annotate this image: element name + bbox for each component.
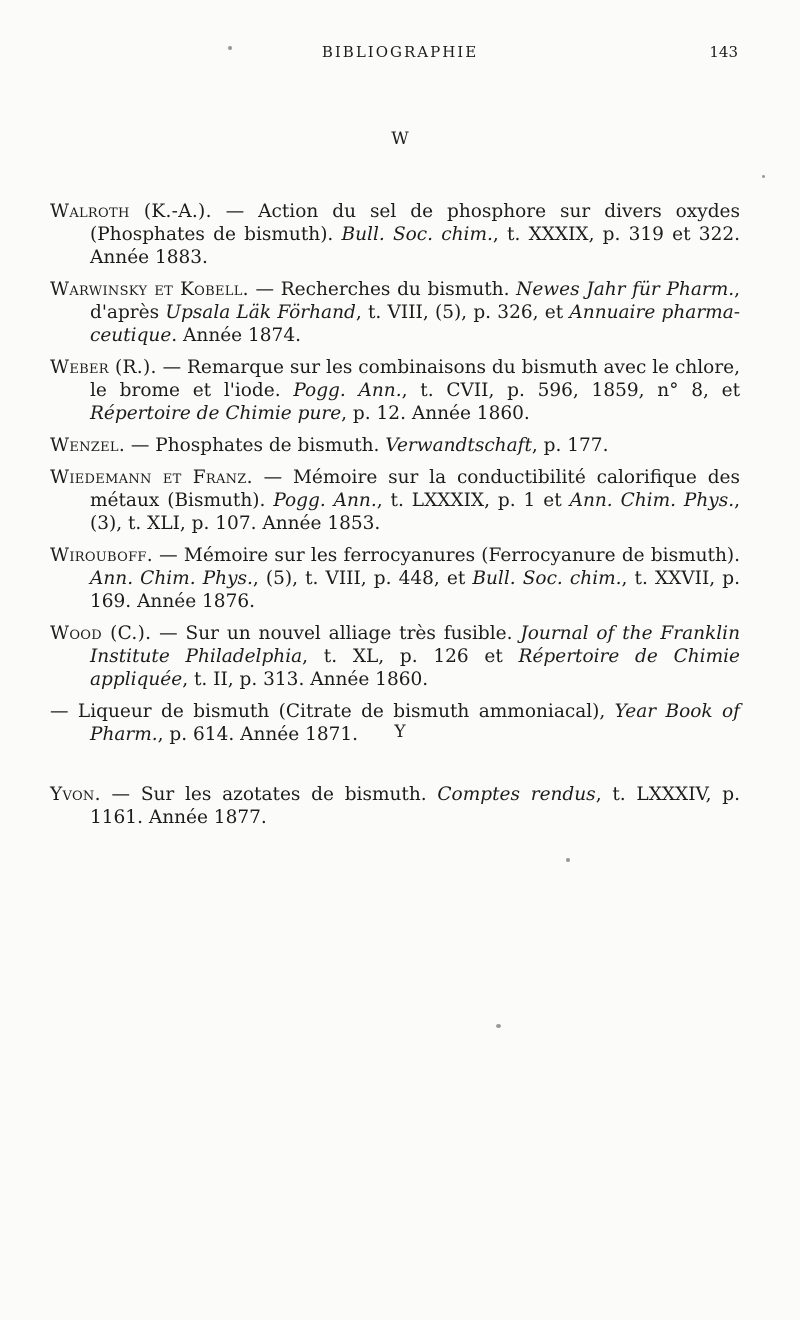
paper-speck	[762, 175, 765, 178]
entry-separator: —	[50, 701, 78, 722]
entry-journal: Annuaire pharmaceutique	[90, 302, 740, 346]
bibliography-entry	[50, 356, 740, 425]
entry-details: , d'après	[90, 279, 741, 323]
entry-journal: Bull. Soc. chim.	[472, 568, 622, 589]
bibliography-entry	[50, 622, 740, 691]
running-title: BIBLIOGRAPHIE	[321, 43, 479, 61]
entry-journal: Year Book of Pharm.	[90, 701, 740, 745]
entry-journal: Comptes rendus	[437, 784, 596, 805]
entry-separator: —	[156, 357, 187, 378]
bibliography-entry	[50, 783, 740, 829]
entry-separator: —	[125, 435, 156, 456]
entry-separator: —	[151, 623, 186, 644]
section-heading-y: Y	[394, 722, 406, 742]
entry-details: , t. CVII, p. 596, 1859, n° 8, et	[401, 380, 741, 401]
entry-separator: —	[211, 201, 259, 222]
bibliography-entry	[50, 278, 740, 347]
section-y-entries	[50, 783, 740, 829]
entry-separator: —	[100, 784, 141, 805]
entry-journal: Bull. Soc. chim.	[341, 224, 493, 245]
paper-speck	[566, 858, 570, 862]
paper-speck	[496, 1024, 501, 1028]
entry-author: Wenzel.	[50, 435, 126, 456]
entry-separator: —	[152, 545, 184, 566]
entry-details: , t. XXXIX, p. 319 et 322. Année 1883.	[90, 224, 740, 268]
entry-details: , t. LXXXIV, p. 1161. Année 1877.	[90, 784, 740, 828]
entry-details: , t. VIII, (5), p. 326, et	[355, 302, 570, 323]
entry-details: , t. II, p. 313. Année 1860.	[182, 669, 429, 690]
entry-journal: Pogg. Ann.	[273, 490, 377, 511]
entry-journal: Newes Jahr für Pharm.	[516, 279, 735, 300]
entry-text: Phosphates de bismuth.	[155, 435, 386, 456]
entry-text: Recherches du bismuth.	[280, 279, 517, 300]
bibliography-entry	[50, 544, 740, 613]
bibliography-entry	[50, 200, 740, 269]
entry-details: , t. XXVII, p. 169. Année 1876.	[90, 568, 740, 612]
entry-text: Action du sel de phosphore sur divers oxydes (Phosphates de bismuth).	[90, 201, 740, 245]
entry-author: Wirouboff.	[50, 545, 153, 566]
running-header	[0, 43, 800, 65]
entry-author: Wiedemann et Franz.	[50, 467, 253, 488]
entry-text: Sur un nouvel alliage très fusible.	[185, 623, 521, 644]
entry-author: Wood (C.).	[50, 623, 152, 644]
section-w-entries	[50, 200, 740, 746]
entry-journal: Ann. Chim. Phys.	[90, 568, 253, 589]
entry-text: Mémoire sur la conductibilité calorifique des métaux (Bismuth).	[90, 467, 740, 511]
entry-journal: Upsala Läk Förhand	[165, 302, 356, 323]
entry-details: , p. 614. Année 1871.	[157, 724, 359, 745]
bibliography-entry	[50, 434, 740, 457]
entry-separator: —	[252, 467, 293, 488]
entry-details: , p. 177.	[531, 435, 609, 456]
entry-text: Mémoire sur les ferrocyanures (Ferrocyanure de bismuth).	[183, 545, 740, 566]
entry-journal: Journal of the Franklin Institute Philadelphia	[90, 623, 740, 667]
entry-details: , t. XL, p. 126 et	[302, 646, 519, 667]
entry-author: Warwinsky et Kobell.	[50, 279, 249, 300]
entry-separator: —	[248, 279, 281, 300]
bibliography-entry	[50, 466, 740, 535]
entry-author: Weber (R.).	[50, 357, 157, 378]
entry-author: Walroth (K.-A.).	[50, 201, 212, 222]
entry-journal: Répertoire de Chimie pure	[90, 403, 342, 424]
entry-journal: Ann. Chim. Phys.	[569, 490, 735, 511]
entry-journal: Verwandtschaft	[385, 435, 532, 456]
entry-details: , p. 12. Année 1860.	[341, 403, 530, 424]
entry-text: Sur les azotates de bismuth.	[140, 784, 438, 805]
entry-details: , (3), t. XLI, p. 107. Année 1853.	[90, 490, 741, 534]
entry-details: . Année 1874.	[171, 325, 301, 346]
entry-journal: Répertoire de Chimie appliquée	[90, 646, 740, 690]
entry-author: Yvon.	[50, 784, 101, 805]
page-number: 143	[709, 43, 738, 61]
paper-speck	[228, 46, 232, 50]
entry-journal: Pogg. Ann.	[293, 380, 402, 401]
section-heading-w: W	[391, 129, 409, 149]
entry-text: Remarque sur les combinaisons du bismuth avec le chlore, le brome et l'iode.	[90, 357, 740, 401]
entry-details: , t. LXXXIX, p. 1 et	[376, 490, 570, 511]
entry-details: , (5), t. VIII, p. 448, et	[252, 568, 473, 589]
entry-text: Liqueur de bismuth (Citrate de bismuth ammoniacal),	[77, 701, 615, 722]
